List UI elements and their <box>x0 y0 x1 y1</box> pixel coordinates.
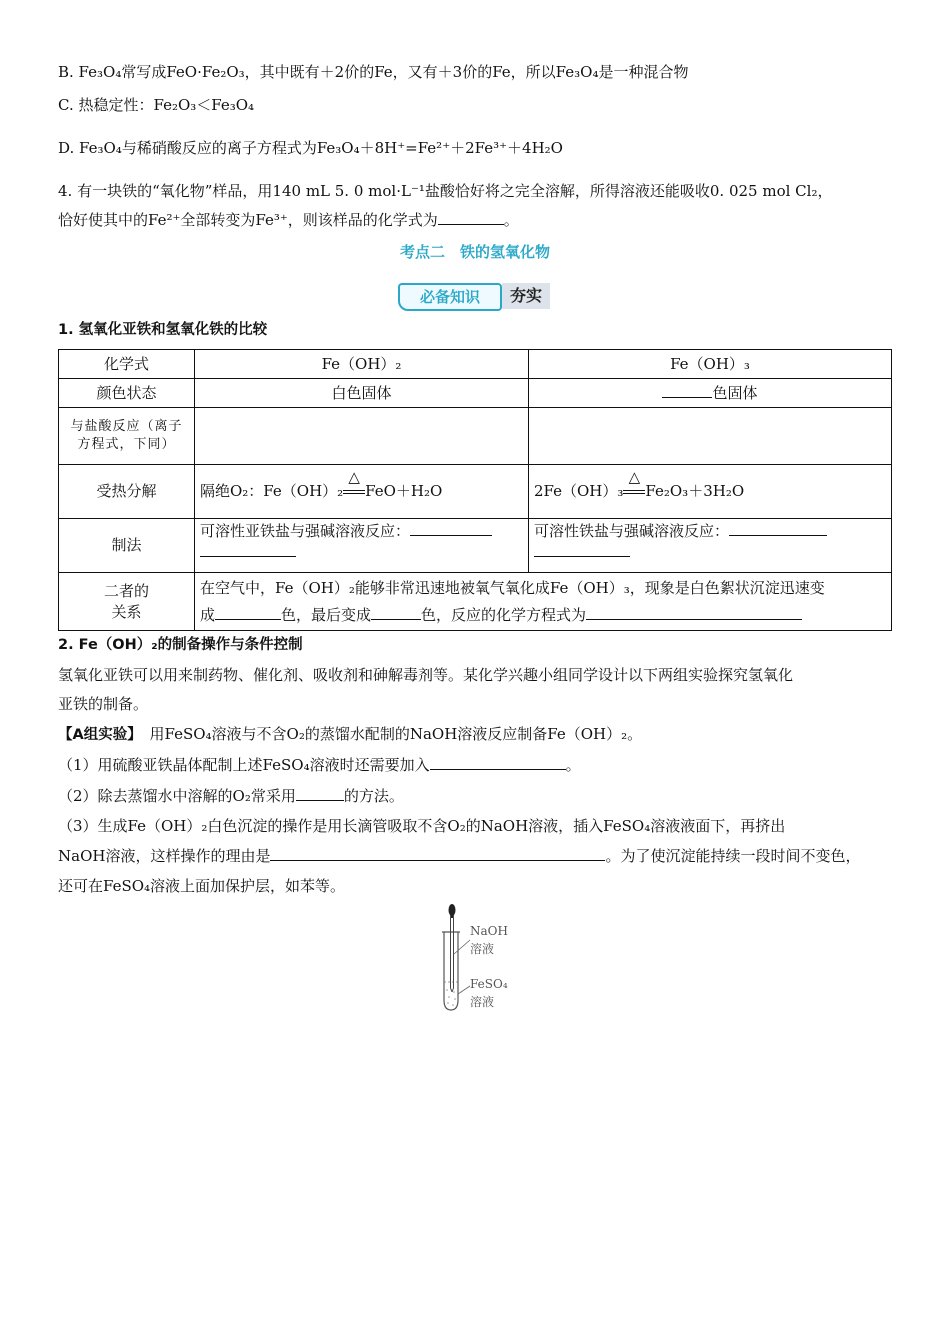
paragraph-line: 氢氧化亚铁可以用来制药物、催化剂、吸收剂和砷解毒剂等。某化学兴趣小组同学设计以下两组实验探究氢氧化 <box>58 666 794 684</box>
test-tube-figure <box>430 902 530 1017</box>
question-4-line2 <box>58 210 895 231</box>
table-row <box>59 573 892 631</box>
table-cell: 制法 <box>59 519 195 573</box>
relation-text: 成 <box>200 605 216 624</box>
heading-2: 2. Fe（OH）₂的制备操作与条件控制 <box>58 637 303 653</box>
table-cell <box>529 379 892 408</box>
answer-blank[interactable] <box>662 383 712 398</box>
row-head-line: 关系 <box>111 602 142 621</box>
answer-cell[interactable] <box>529 408 892 465</box>
test-tube-diagram <box>430 902 530 1017</box>
heat-condition <box>623 468 645 502</box>
sub-question-text: 。为了使沉淀能持续一段时间不变色， <box>605 847 861 865</box>
method-text: 可溶性亚铁盐与强碱溶液反应： <box>200 522 411 540</box>
table-cell <box>195 573 892 631</box>
feso4-label: FeSO₄ <box>470 977 508 991</box>
row-head-line: 二者的 <box>103 581 149 600</box>
equation-left: 2Fe（OH）₃ <box>534 482 624 500</box>
sub-question-3-line1: （3）生成Fe（OH）₂白色沉淀的操作是用长滴管吸取不含O₂的NaOH溶液，插入FeSO₄溶液液面下，再挤出 <box>58 817 786 835</box>
method-text: 可溶性铁盐与强碱溶液反应： <box>534 522 730 540</box>
answer-blank[interactable] <box>371 605 421 620</box>
option-d: D. Fe₃O₄与稀硝酸反应的离子方程式为Fe₃O₄＋8H⁺=Fe²⁺＋2Fe³⁺＋4H₂O <box>58 139 563 157</box>
group-a-text: 用FeSO₄溶液与不含O₂的蒸馏水配制的NaOH溶液反应制备Fe（OH）₂。 <box>134 725 643 743</box>
question-4-end: 。 <box>503 211 519 229</box>
equation-left: 隔绝O₂：Fe（OH）₂ <box>200 482 344 500</box>
table-cell <box>59 408 195 465</box>
question-4-text: 恰好使其中的Fe²⁺全部转变为Fe³⁺，则该样品的化学式为 <box>58 211 438 229</box>
option-b: B. Fe₃O₄常写成FeO·Fe₂O₃，其中既有＋2价的Fe，又有＋3价的Fe，所以Fe₃O₄是一种混合物 <box>58 63 689 81</box>
sub-question-3-line2 <box>58 846 895 867</box>
table-cell: 化学式 <box>59 350 195 379</box>
answer-blank[interactable] <box>270 846 605 861</box>
option-c: C. 热稳定性：Fe₂O₃＜Fe₃O₄ <box>58 96 255 114</box>
equation-right: Fe₂O₃＋3H₂O <box>645 482 745 500</box>
table-row <box>59 379 892 408</box>
sub-question-text: 的方法。 <box>343 787 404 805</box>
relation-line2 <box>200 602 886 628</box>
sub-question-text: NaOH溶液，这样操作的理由是 <box>58 847 271 865</box>
group-a-tag: 【A组实验】 <box>58 727 135 743</box>
heat-condition <box>343 468 365 502</box>
sub-question-2 <box>58 786 895 807</box>
question-4-line1: 4. 有一块铁的“氧化物”样品，用140 mL 5. 0 mol·L⁻¹盐酸恰好将之完全溶解，所得溶液还能吸收0. 025 mol Cl₂， <box>58 182 833 200</box>
badge-right: 夯实 <box>502 283 550 309</box>
sub-question-text: 。 <box>565 756 581 774</box>
table-cell: 白色固体 <box>195 379 529 408</box>
table-row <box>59 465 892 519</box>
row-head-line: 与盐酸反应（离子 <box>70 418 183 434</box>
answer-blank[interactable] <box>534 542 630 557</box>
group-a-line <box>58 724 895 745</box>
sub-question-text: （1）用硫酸亚铁晶体配制上述FeSO₄溶液时还需要加入 <box>58 756 430 774</box>
table-cell: Fe（OH）₃ <box>529 350 892 379</box>
naoh-solution-label: 溶液 <box>470 942 495 956</box>
table-cell <box>195 465 529 519</box>
answer-blank[interactable] <box>729 521 827 536</box>
delta-symbol: △ <box>628 468 641 486</box>
feso4-solution-label: 溶液 <box>470 995 495 1009</box>
table-cell: 颜色状态 <box>59 379 195 408</box>
answer-blank[interactable] <box>586 605 802 620</box>
answer-blank[interactable] <box>410 521 492 536</box>
sub-question-text: （2）除去蒸馏水中溶解的O₂常采用 <box>58 787 296 805</box>
table-cell-text: 色固体 <box>712 383 758 402</box>
badge-left: 必备知识 <box>398 283 502 311</box>
table-cell <box>59 573 195 631</box>
heading-1: 1. 氢氧化亚铁和氢氧化铁的比较 <box>58 322 268 338</box>
table-row <box>59 408 892 465</box>
delta-symbol: △ <box>348 468 360 486</box>
relation-line1: 在空气中，Fe（OH）₂能够非常迅速地被氧气氧化成Fe（OH）₃，现象是白色絮状沉淀迅速变 <box>200 579 825 598</box>
relation-text: 色，最后变成 <box>281 605 372 624</box>
table-cell <box>195 519 529 573</box>
comparison-table <box>58 349 892 631</box>
equation-right: FeO＋H₂O <box>365 482 443 500</box>
table-row <box>59 350 892 379</box>
row-head-line: 方程式，下同） <box>77 437 176 452</box>
sub-question-1 <box>58 755 895 776</box>
table-row <box>59 519 892 573</box>
naoh-label: NaOH <box>470 924 508 938</box>
table-cell <box>529 519 892 573</box>
answer-blank[interactable] <box>430 755 566 770</box>
answer-blank[interactable] <box>215 605 281 620</box>
answer-blank[interactable] <box>438 210 504 225</box>
table-cell <box>529 465 892 519</box>
table-cell: 受热分解 <box>59 465 195 519</box>
relation-text: 色，反应的化学方程式为 <box>421 605 587 624</box>
section-badge <box>398 281 553 310</box>
sub-question-3-line3: 还可在FeSO₄溶液上面加保护层，如苯等。 <box>58 877 346 895</box>
answer-blank[interactable] <box>200 542 296 557</box>
table-cell: Fe（OH）₂ <box>195 350 529 379</box>
answer-blank[interactable] <box>296 786 344 801</box>
section-title: 考点二 铁的氢氧化物 <box>399 243 550 261</box>
answer-cell[interactable] <box>195 408 529 465</box>
paragraph-line: 亚铁的制备。 <box>58 695 149 713</box>
